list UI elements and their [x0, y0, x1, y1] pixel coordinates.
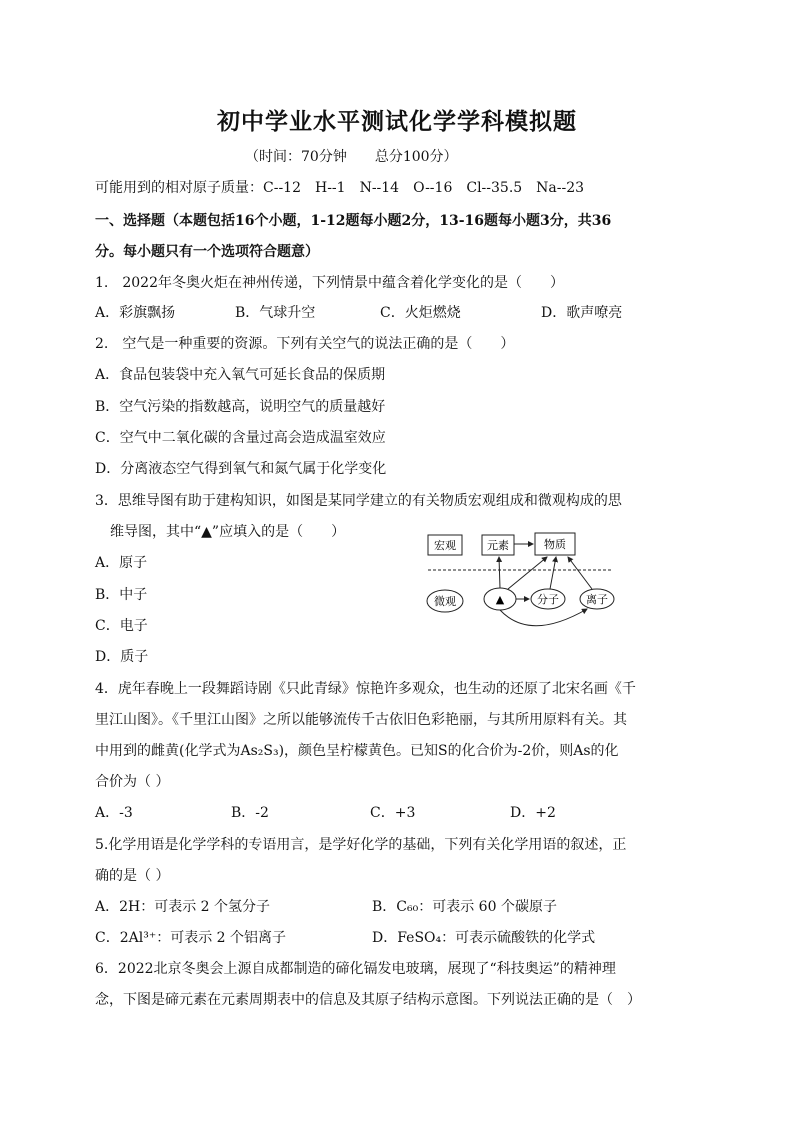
atomic-mass-line: 可能用到的相对原子质量：C--12 H--1 N--14 O--16 Cl--35.5 Na--23	[95, 180, 585, 196]
arrow-molecule-to-substance	[550, 557, 556, 589]
arrow-ion-to-substance	[568, 557, 592, 589]
q4-stem-line3: 中用到的雌黄(化学式为As₂S₃)，颜色呈柠檬黄色。已知S的化合价为-2价，则As的化	[95, 743, 619, 759]
q4-stem-line2: 里江山图》。《千里江山图》之所以能够流传千古依旧色彩艳丽，与其所用原料有关。其	[95, 712, 627, 728]
q3-option-d: D．质子	[95, 649, 149, 665]
q2-option-c: C．空气中二氧化碳的含量过高会造成温室效应	[95, 430, 386, 446]
arrow-triangle-to-substance	[508, 557, 547, 589]
q5-option-c: C．2Al³⁺：可表示 2 个铝离子	[95, 930, 287, 946]
macro-label: 宏观	[434, 539, 456, 552]
q4-stem-line4: 合价为（ ）	[95, 774, 170, 790]
q3-stem-line2: 维导图，其中“▲”应填入的是（ ）	[110, 524, 346, 540]
exam-subtitle: （时间：70分钟 总分100分）	[245, 149, 458, 165]
q3-option-c: C．电子	[95, 618, 148, 634]
q2-stem: 2. 空气是一种重要的资源。下列有关空气的说法正确的是（ ）	[95, 336, 515, 352]
section1-heading-line1: 一、选择题（本题包括16个小题，1-12题每小题2分，13-16题每小题3分，共36	[95, 213, 612, 229]
q1-option-a: A．彩旗飘扬	[95, 305, 176, 321]
q3-option-b: B．中子	[95, 587, 148, 603]
q3-option-a: A．原子	[95, 555, 148, 571]
q1-option-b: B．气球升空	[235, 305, 316, 321]
q2-option-a: A．食品包装袋中充入氧气可延长食品的保质期	[95, 367, 386, 383]
q6-stem-line1: 6．2022北京冬奥会上源自成都制造的碲化镉发电玻璃，展现了“科技奥运”的精神理	[95, 961, 616, 977]
q1-option-d: D．歌声嘹亮	[541, 305, 623, 321]
q3-stem-line1: 3．思维导图有助于建构知识，如图是某同学建立的有关物质宏观组成和微观构成的思	[95, 493, 622, 509]
q4-option-c: C．+3	[370, 805, 416, 821]
exam-title: 初中学业水平测试化学学科模拟题	[217, 109, 577, 135]
q6-stem-line2: 念，下图是碲元素在元素周期表中的信息及其原子结构示意图。下列说法正确的是（ ）	[95, 992, 641, 1008]
q5-option-d: D．FeSO₄：可表示硫酸铁的化学式	[372, 930, 596, 946]
q5-option-a: A．2H：可表示 2 个氢分子	[95, 899, 271, 915]
arrow-triangle-to-ion	[500, 609, 587, 626]
element-label: 元素	[487, 539, 509, 552]
section1-heading-line2: 分。每小题只有一个选项符合题意）	[95, 244, 319, 260]
q5-option-b: B．C₆₀：可表示 60 个碳原子	[372, 899, 557, 915]
q2-option-b: B．空气污染的指数越高，说明空气的质量越好	[95, 399, 386, 415]
q3-mind-map-diagram	[420, 527, 620, 639]
substance-label: 物质	[544, 538, 566, 551]
micro-label: 微观	[434, 595, 456, 608]
molecule-label: 分子	[537, 593, 559, 606]
q2-option-d: D．分离液态空气得到氧气和氮气属于化学变化	[95, 461, 387, 477]
arrow-triangle-to-element	[499, 557, 500, 588]
q4-option-d: D．+2	[510, 805, 556, 821]
triangle-placeholder: ▲	[495, 593, 505, 606]
q1-stem: 1. 2022年冬奥火炬在神州传递，下列情景中蕴含着化学变化的是（ ）	[95, 275, 564, 291]
q4-option-a: A．-3	[95, 805, 133, 821]
q5-stem-line2: 确的是（ ）	[95, 868, 170, 884]
q5-stem-line1: 5.化学用语是化学学科的专语用言，是学好化学的基础，下列有关化学用语的叙述，正	[95, 837, 627, 853]
q1-option-c: C．火炬燃烧	[380, 305, 461, 321]
q4-option-b: B．-2	[231, 805, 269, 821]
ion-label: 离子	[586, 593, 608, 606]
q4-stem-line1: 4．虎年春晚上一段舞蹈诗剧《只此青绿》惊艳许多观众，也生动的还原了北宋名画《千	[95, 681, 636, 697]
